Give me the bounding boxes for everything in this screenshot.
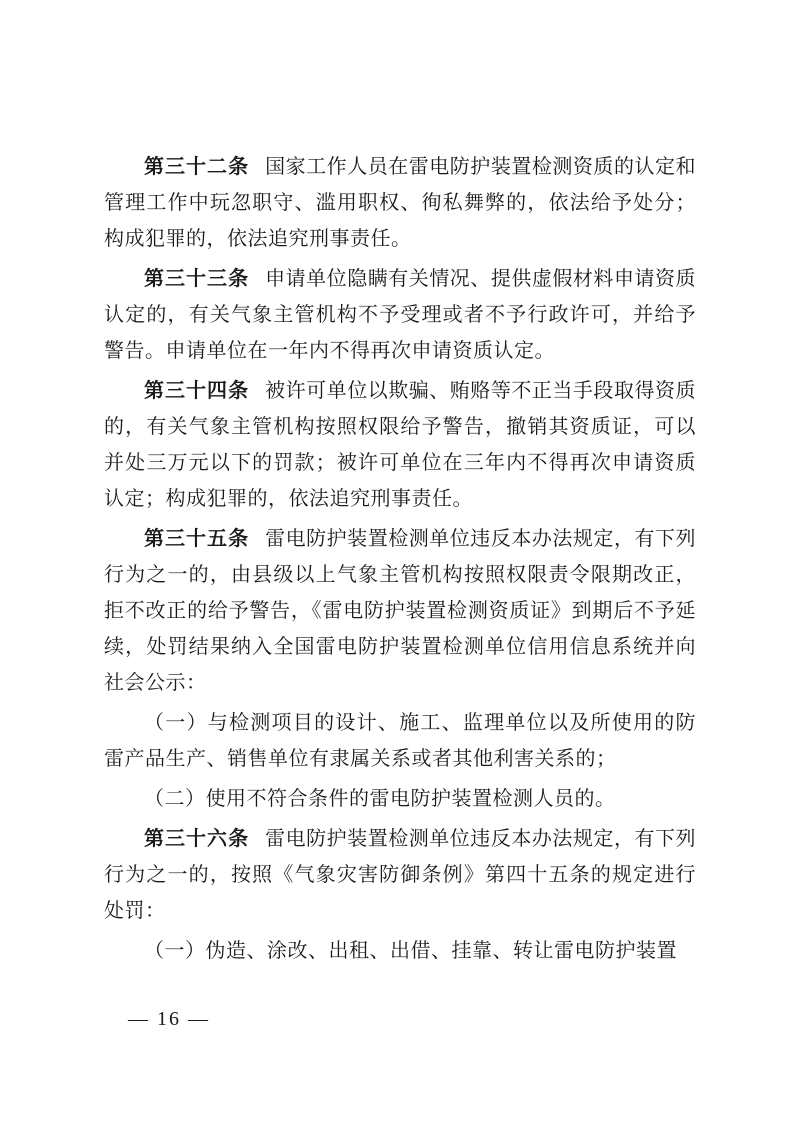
article-heading: 第三十二条 <box>144 154 250 178</box>
document-body <box>104 148 696 972</box>
article-35-item-2 <box>104 780 696 816</box>
article-text: 国家工作人员在雷电防护装置检测资质的认定和管理工作中玩忽职守、滥用职权、徇私舞弊的，依法给予处分；构成犯罪的，依法追究刑事责任。 <box>104 154 697 250</box>
article-text: 雷电防护装置检测单位违反本办法规定，有下列行为之一的，按照《气象灾害防御条例》第四十五条的规定进行处罚： <box>104 826 697 922</box>
article-heading: 第三十六条 <box>144 826 250 850</box>
article-36-paragraph <box>104 820 696 928</box>
article-32-paragraph <box>104 148 696 256</box>
article-34-paragraph <box>104 372 696 516</box>
article-text: 被许可单位以欺骗、贿赂等不正当手段取得资质的，有关气象主管机构按照权限给予警告，撤销其资质证，可以并处三万元以下的罚款；被许可单位在三年内不得再次申请资质认定；构成犯罪的，依法追究刑事责任。 <box>104 378 697 510</box>
item-text: （二）使用不符合条件的雷电防护装置检测人员的。 <box>144 786 616 810</box>
article-35-paragraph <box>104 520 696 700</box>
article-35-item-1 <box>104 704 696 776</box>
page-number: — 16 — <box>128 1008 210 1030</box>
item-text: （一）伪造、涂改、出租、出借、挂靠、转让雷电防护装置 <box>144 938 677 962</box>
article-36-item-1 <box>104 932 696 968</box>
item-text: （一）与检测项目的设计、施工、监理单位以及所使用的防雷产品生产、销售单位有隶属关系或者其他利害关系的； <box>104 710 696 770</box>
article-heading: 第三十三条 <box>144 266 250 290</box>
article-heading: 第三十四条 <box>144 378 250 402</box>
article-text: 雷电防护装置检测单位违反本办法规定，有下列行为之一的，由县级以上气象主管机构按照权限责令限期改正，拒不改正的给予警告，《雷电防护装置检测资质证》到期后不予延续，处罚结果纳入全国雷电防护装置检测单位信用信息系统并向社会公示： <box>104 526 697 694</box>
article-33-paragraph <box>104 260 696 368</box>
article-text: 申请单位隐瞒有关情况、提供虚假材料申请资质认定的，有关气象主管机构不予受理或者不予行政许可，并给予警告。申请单位在一年内不得再次申请资质认定。 <box>104 266 697 362</box>
article-heading: 第三十五条 <box>144 526 250 550</box>
